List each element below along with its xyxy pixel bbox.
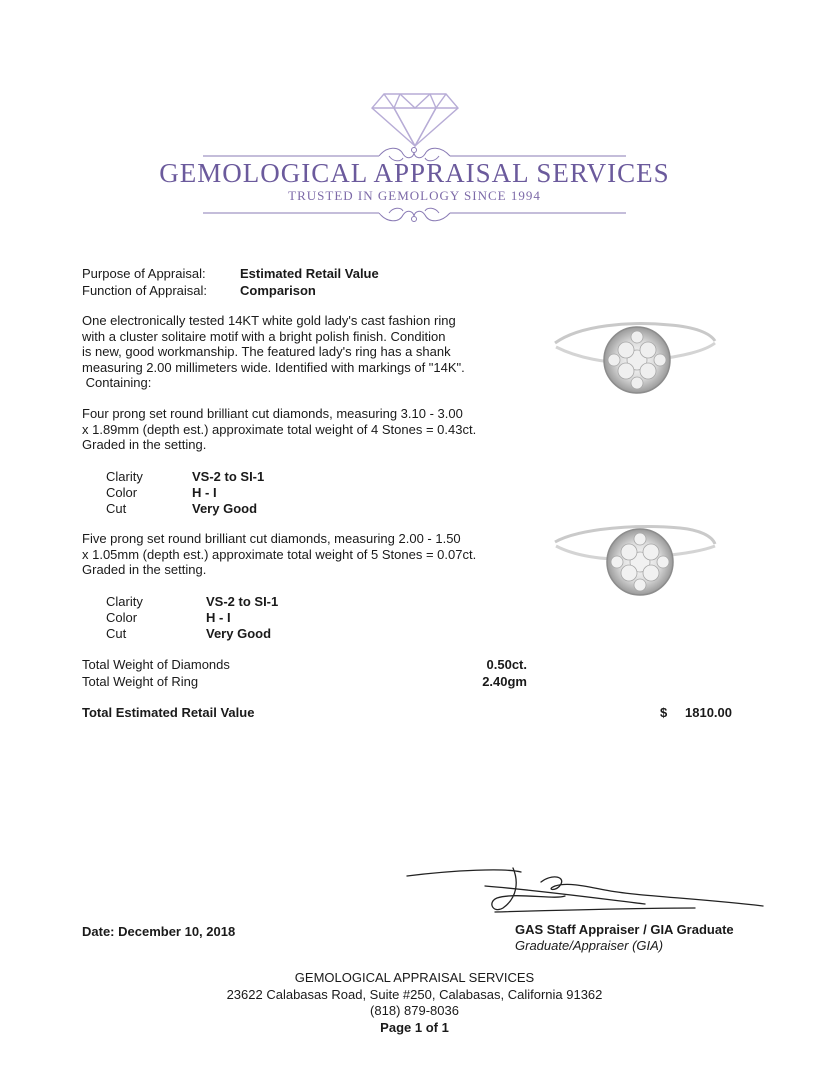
company-logo-title: GEMOLOGICAL APPRAISAL SERVICES (159, 158, 670, 188)
description-line: is new, good workmanship. The featured lady's ring has a shank (82, 344, 451, 359)
appraiser-title: GAS Staff Appraiser / GIA Graduate (515, 922, 734, 937)
footer-address: 23622 Calabasas Road, Suite #250, Calabasas, California 91362 (226, 987, 603, 1002)
ring-photo-top-view (550, 315, 720, 395)
description-line: with a cluster solitaire motif with a bright polish finish. Condition (82, 328, 446, 344)
clarity-label: Clarity (106, 469, 143, 484)
cut-label: Cut (106, 501, 127, 516)
currency-symbol: $ (660, 705, 668, 720)
stone-line: x 1.89mm (depth est.) approximate total weight of 4 Stones = 0.43ct. (82, 421, 477, 437)
description-line: One electronically tested 14KT white gold lady's cast fashion ring (82, 313, 456, 328)
total-retail-value-label: Total Estimated Retail Value (82, 705, 255, 720)
description-line: measuring 2.00 millimeters wide. Identified with markings of "14K". (82, 359, 465, 375)
stone-line: Four prong set round brilliant cut diamonds, measuring 3.10 - 3.00 (82, 406, 463, 421)
appraisal-date: Date: December 10, 2018 (82, 924, 236, 939)
flourish-bottom-icon (203, 204, 626, 226)
clarity-value: VS-2 to SI-1 (206, 594, 279, 609)
ring-photo-angle-view (550, 520, 720, 600)
footer-phone: (818) 879-8036 (370, 1003, 459, 1018)
appraiser-credential: Graduate/Appraiser (GIA) (515, 938, 664, 953)
stone-line: Five prong set round brilliant cut diamonds, measuring 2.00 - 1.50 (82, 531, 461, 546)
company-logo-tagline: TRUSTED IN GEMOLOGY SINCE 1994 (288, 188, 541, 203)
clarity-label: Clarity (106, 594, 143, 609)
stone-group-1-description (82, 406, 522, 453)
total-diamond-weight-label: Total Weight of Diamonds (82, 657, 230, 672)
total-ring-weight-label: Total Weight of Ring (82, 674, 199, 689)
signature-graphic (395, 862, 765, 918)
purpose-label: Purpose of Appraisal: (82, 266, 206, 281)
description-line: Containing: (82, 375, 152, 390)
color-label: Color (106, 485, 138, 500)
stone-line: x 1.05mm (depth est.) approximate total weight of 5 Stones = 0.07ct. (82, 546, 477, 562)
ring-description (82, 313, 512, 391)
color-value: H - I (206, 610, 231, 625)
stone-line: Graded in the setting. (82, 437, 207, 452)
total-ring-weight-value: 2.40gm (482, 674, 527, 689)
footer-company: GEMOLOGICAL APPRAISAL SERVICES (294, 970, 535, 985)
cut-value: Very Good (192, 501, 258, 516)
color-value: H - I (192, 485, 217, 500)
purpose-value: Estimated Retail Value (240, 266, 379, 281)
color-label: Color (106, 610, 138, 625)
stone-group-2-description (82, 531, 522, 578)
total-diamond-weight-value: 0.50ct. (486, 657, 527, 672)
function-value: Comparison (240, 283, 316, 298)
stone-line: Graded in the setting. (82, 562, 207, 577)
cut-value: Very Good (206, 626, 272, 641)
total-retail-value: 1810.00 (685, 705, 732, 720)
cut-label: Cut (106, 626, 127, 641)
page-number: Page 1 of 1 (380, 1020, 449, 1035)
clarity-value: VS-2 to SI-1 (192, 469, 265, 484)
diamond-logo-icon (370, 90, 460, 148)
function-label: Function of Appraisal: (82, 283, 208, 298)
